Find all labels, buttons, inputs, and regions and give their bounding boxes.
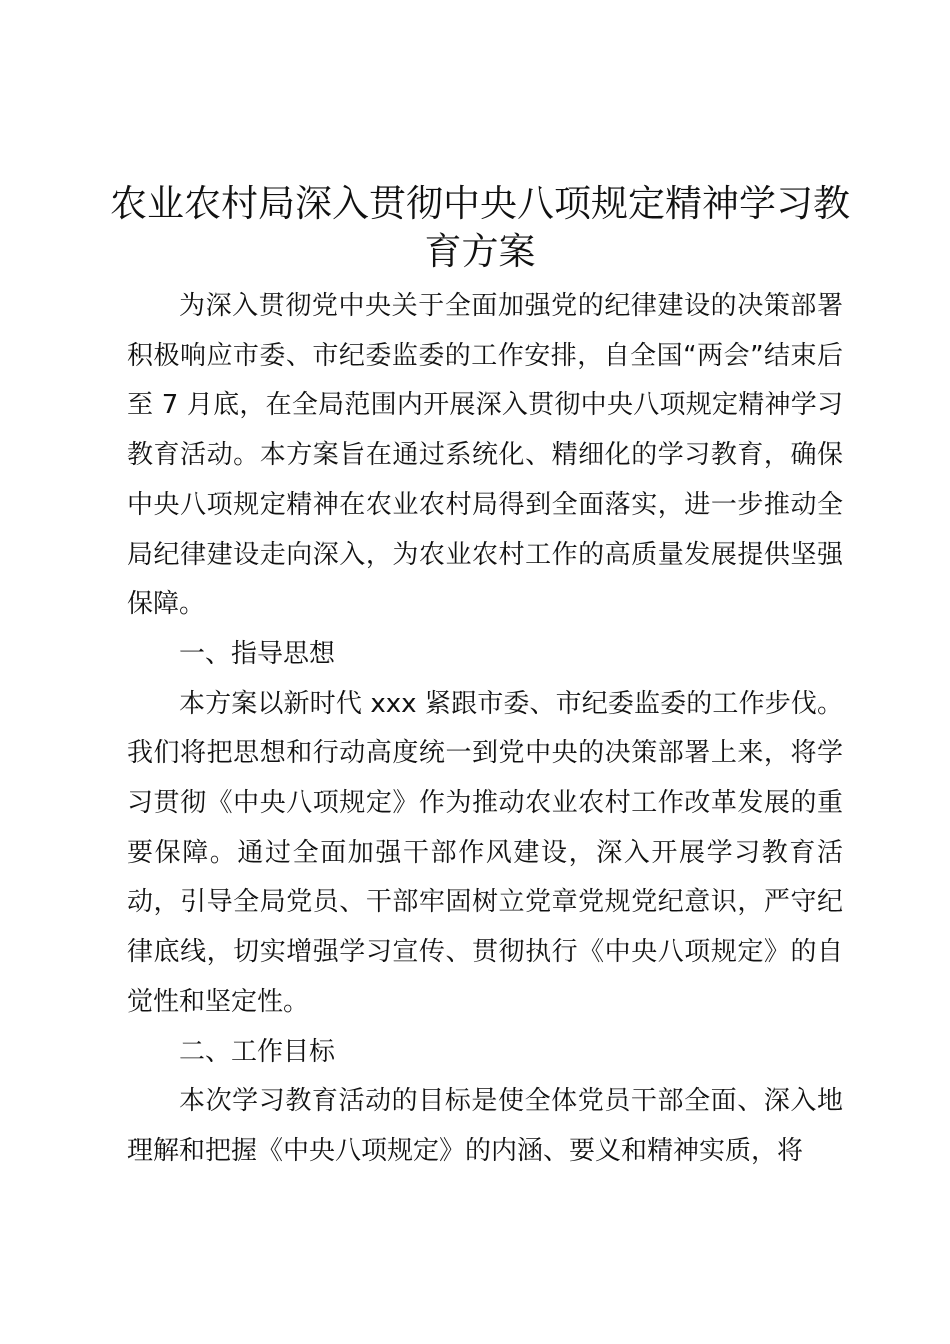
title-line-2: 育方案 <box>424 230 536 273</box>
work-goals-paragraph: 本次学习教育活动的目标是使全体党员干部全面、深入地理解和把握《中央八项规定》的内涵、要义和精神实质，将 <box>127 1086 843 1166</box>
title-line-1: 农业农村局深入贯彻中央八项规定精神学习教 <box>110 182 850 225</box>
document-body <box>127 282 843 1177</box>
guiding-thought-paragraph: 本方案以新时代 xxx 紧跟市委、市纪委监委的工作步伐。我们将把思想和行动高度统一到党中央的决策部署上来，将学习贯彻《中央八项规定》作为推动农业农村工作改革发展的重要保障。通过全面加强干部作风建设，深入开展学习教育活动，引导全局党员、干部牢固树立党章党规党纪意识，严守纪律底线，切实增强学习宣传、贯彻执行《中央八项规定》的自觉性和坚定性。 <box>127 688 843 1017</box>
document-title <box>110 180 850 276</box>
section-heading-guiding-thought: 一、指导思想 <box>179 638 336 669</box>
intro-paragraph: 为深入贯彻党中央关于全面加强党的纪律建设的决策部署积极响应市委、市纪委监委的工作安排，自全国“两会”结束后至 7 月底，在全局范围内开展深入贯彻中央八项规定精神学习教育活动。本方案旨在通过系统化、精细化的学习教育，确保中央八项规定精神在农业农村局得到全面落实，进一步推动全局纪律建设走向深入，为农业农村工作的高质量发展提供坚强保障。 <box>127 291 843 620</box>
section-heading-work-goals: 二、工作目标 <box>179 1036 336 1067</box>
